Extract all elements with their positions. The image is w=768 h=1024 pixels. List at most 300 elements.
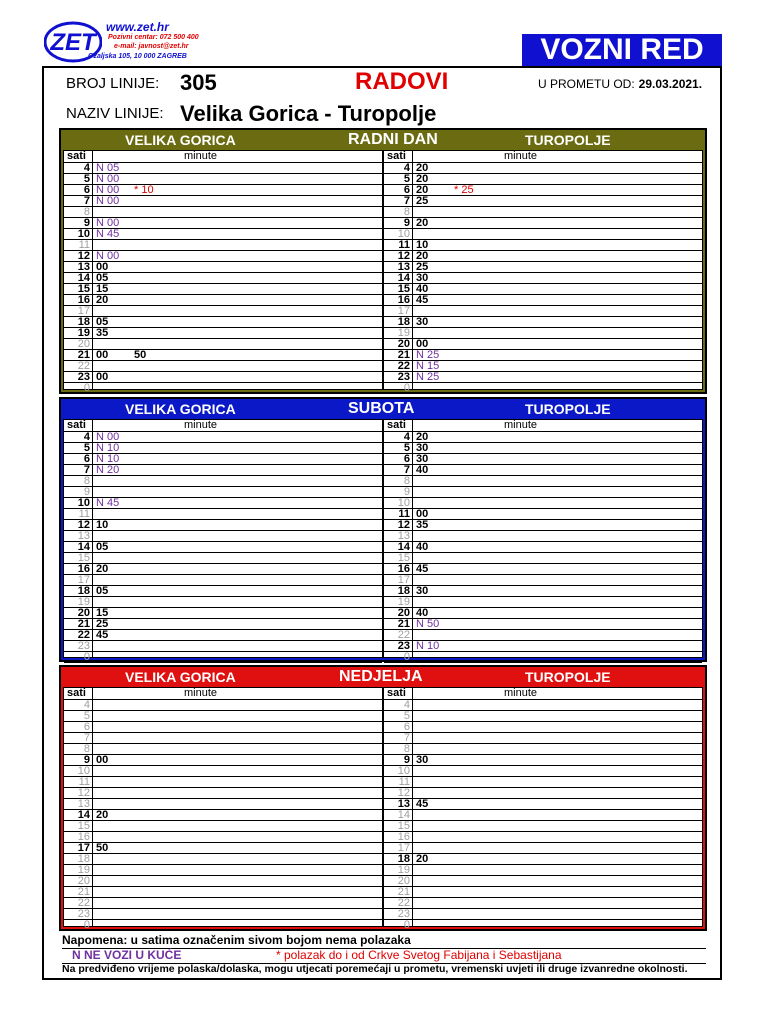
- hour-row: [64, 876, 382, 887]
- hour-row: [64, 865, 382, 876]
- hour-cell: 11: [78, 776, 90, 788]
- hour-cell: 20: [77, 875, 90, 887]
- hour-cell: 18: [397, 316, 410, 328]
- hour-row: [384, 597, 702, 608]
- departure-minute: 45: [416, 798, 429, 810]
- hour-cell: 19: [77, 327, 90, 339]
- minutes-cell: [416, 854, 454, 865]
- departure-minute: 20: [416, 217, 429, 229]
- departure-minute: 45: [96, 629, 109, 641]
- hour-cell: 8: [403, 743, 410, 755]
- hour-row: [384, 733, 702, 744]
- departure-minute: 30: [416, 754, 429, 766]
- hour-cell: 12: [397, 519, 410, 531]
- right-timetable: [383, 687, 703, 931]
- hour-row: [384, 843, 702, 854]
- hour-cell: 11: [398, 776, 410, 788]
- left-station-title: VELIKA GORICA: [125, 669, 236, 685]
- left-timetable: [63, 150, 383, 394]
- hour-row: [384, 487, 702, 498]
- departure-minute: 45: [416, 563, 429, 575]
- hour-row: [384, 240, 702, 251]
- right-timetable: [383, 419, 703, 663]
- hour-row: [384, 251, 702, 262]
- departure-minute: 40: [416, 283, 429, 295]
- hour-cell: 14: [397, 809, 410, 821]
- departure-minute: 05: [96, 585, 109, 597]
- hour-cell: 0: [83, 919, 90, 931]
- hour-cell: 18: [397, 585, 410, 597]
- hour-cell: 22: [77, 629, 90, 641]
- hour-cell: 13: [77, 261, 90, 273]
- hour-cell: 13: [77, 798, 90, 810]
- hour-row: [384, 443, 702, 454]
- right-station-title: TUROPOLJE: [525, 669, 611, 685]
- hour-row: [384, 619, 702, 630]
- hour-row: [384, 509, 702, 520]
- minutes-cell: [96, 542, 134, 553]
- hour-row: [64, 920, 382, 931]
- departure-minute: 25: [416, 195, 429, 207]
- hour-row: [64, 711, 382, 722]
- hour-cell: 10: [397, 765, 410, 777]
- hour-cell: 18: [77, 316, 90, 328]
- hour-cell: 20: [397, 338, 410, 350]
- hour-row: [384, 383, 702, 394]
- minutes-cell: [416, 586, 454, 597]
- left-station-title: VELIKA GORICA: [125, 401, 236, 417]
- hour-cell: 14: [77, 809, 90, 821]
- hour-row: [64, 744, 382, 755]
- hour-cell: 18: [77, 853, 90, 865]
- hour-row: [64, 722, 382, 733]
- hour-row: [64, 196, 382, 207]
- departure-minute: 20: [96, 809, 109, 821]
- hour-cell: 6: [403, 184, 410, 196]
- minutes-cell: [96, 755, 134, 766]
- valid-from-label: U PROMETU OD:: [538, 77, 635, 91]
- hour-cell: 17: [77, 842, 90, 854]
- hour-cell: 10: [397, 228, 410, 240]
- column-minutes: minute: [184, 687, 218, 699]
- hour-row: [64, 843, 382, 854]
- hour-cell: 13: [397, 530, 410, 542]
- hour-cell: 21: [77, 886, 90, 898]
- departure-minute: 50: [96, 842, 109, 854]
- hour-row: [384, 586, 702, 597]
- day-title: NEDJELJA: [339, 668, 423, 685]
- hour-row: [384, 711, 702, 722]
- minutes-cell: [416, 755, 454, 766]
- hour-row: [64, 229, 382, 240]
- minutes-cell: [96, 372, 134, 383]
- hour-row: [384, 317, 702, 328]
- hour-cell: 0: [403, 919, 410, 931]
- column-header: [384, 688, 702, 700]
- left-timetable: [63, 687, 383, 931]
- departure-minute: N 00: [96, 184, 120, 196]
- hour-row: [384, 454, 702, 465]
- hour-row: [384, 372, 702, 383]
- departure-minute: N 00: [96, 173, 120, 185]
- hour-cell: 12: [77, 787, 90, 799]
- hour-row: [384, 652, 702, 663]
- departure-minute: N 05: [96, 162, 120, 174]
- valid-from-date: 29.03.2021.: [638, 77, 703, 91]
- hour-row: [64, 273, 382, 284]
- hour-row: [384, 553, 702, 564]
- departure-minute: 20: [416, 173, 429, 185]
- hour-cell: 4: [83, 699, 90, 711]
- hour-row: [64, 619, 382, 630]
- minutes-cell: [96, 295, 134, 306]
- logo-call-center: Pozivni centar: 072 500 400: [108, 34, 199, 41]
- hour-row: [64, 498, 382, 509]
- column-minutes: minute: [184, 150, 218, 162]
- section-header: [61, 399, 705, 418]
- hour-row: [64, 284, 382, 295]
- hour-row: [64, 586, 382, 597]
- hour-cell: 9: [83, 486, 90, 498]
- hour-row: [64, 328, 382, 339]
- hour-row: [384, 328, 702, 339]
- departure-minute: * 10: [134, 184, 154, 196]
- hour-row: [64, 317, 382, 328]
- departure-minute: 50: [134, 349, 147, 361]
- hour-row: [384, 641, 702, 652]
- day-title: SUBOTA: [348, 400, 415, 417]
- departure-minute: N 10: [96, 442, 120, 454]
- hour-cell: 13: [397, 261, 410, 273]
- hour-cell: 6: [83, 721, 90, 733]
- minutes-cell: [416, 520, 454, 531]
- hour-row: [384, 498, 702, 509]
- departure-minute: 10: [96, 519, 109, 531]
- hour-row: [64, 597, 382, 608]
- departure-minute: 35: [96, 327, 109, 339]
- column-hours: sati: [67, 419, 86, 431]
- hour-row: [64, 542, 382, 553]
- hour-row: [64, 810, 382, 821]
- departure-minute: 00: [96, 754, 109, 766]
- departure-minute: 15: [96, 283, 109, 295]
- hour-cell: 8: [403, 475, 410, 487]
- hour-row: [384, 876, 702, 887]
- hour-row: [64, 553, 382, 564]
- hour-cell: 19: [77, 864, 90, 876]
- section-header: [61, 667, 705, 686]
- hour-row: [64, 575, 382, 586]
- hour-row: [384, 306, 702, 317]
- hour-cell: 4: [83, 162, 90, 174]
- minutes-cell: [416, 465, 454, 476]
- hour-cell: 0: [403, 651, 410, 663]
- departure-minute: 45: [416, 294, 429, 306]
- hour-row: [384, 920, 702, 931]
- hour-row: [64, 777, 382, 788]
- hour-cell: 18: [397, 853, 410, 865]
- hour-cell: 4: [83, 431, 90, 443]
- hour-row: [384, 295, 702, 306]
- departure-minute: 00: [96, 261, 109, 273]
- hour-cell: 23: [397, 640, 410, 652]
- hour-cell: 15: [77, 552, 90, 564]
- hour-cell: 18: [77, 585, 90, 597]
- departure-minute: N 50: [416, 618, 440, 630]
- departure-minute: 00: [416, 508, 429, 520]
- minutes-cell: [96, 196, 134, 207]
- hour-row: [64, 821, 382, 832]
- hour-cell: 11: [78, 239, 90, 251]
- hour-cell: 14: [397, 272, 410, 284]
- hour-row: [384, 788, 702, 799]
- column-minutes: minute: [504, 419, 538, 431]
- minutes-cell: [416, 542, 454, 553]
- hour-cell: 21: [397, 886, 410, 898]
- hour-row: [384, 854, 702, 865]
- hour-cell: 16: [397, 563, 410, 575]
- hour-cell: 12: [77, 250, 90, 262]
- hour-row: [384, 799, 702, 810]
- section-subota: [59, 397, 707, 662]
- hour-row: [64, 509, 382, 520]
- departure-minute: N 00: [96, 217, 120, 229]
- hour-cell: 6: [403, 453, 410, 465]
- hour-cell: 5: [83, 442, 90, 454]
- minutes-cell: [96, 520, 134, 531]
- departure-minute: 20: [416, 250, 429, 262]
- hour-cell: 4: [403, 431, 410, 443]
- hour-row: [384, 766, 702, 777]
- hour-cell: 23: [397, 371, 410, 383]
- departure-minute: 25: [96, 618, 109, 630]
- hour-row: [384, 476, 702, 487]
- departure-minute: 05: [96, 272, 109, 284]
- departure-minute: N 25: [416, 349, 440, 361]
- minutes-cell: [96, 498, 134, 509]
- hour-row: [64, 652, 382, 663]
- legend: [62, 948, 706, 964]
- departure-minute: 20: [416, 162, 429, 174]
- hour-row: [384, 542, 702, 553]
- left-timetable: [63, 419, 383, 663]
- hour-cell: 21: [77, 349, 90, 361]
- hour-cell: 16: [397, 294, 410, 306]
- departure-minute: N 00: [96, 431, 120, 443]
- hour-cell: 9: [403, 217, 410, 229]
- column-minutes: minute: [504, 687, 538, 699]
- hour-cell: 21: [397, 349, 410, 361]
- hour-row: [64, 262, 382, 273]
- hour-row: [384, 465, 702, 476]
- departure-minute: 30: [416, 272, 429, 284]
- hour-cell: 22: [397, 897, 410, 909]
- hour-row: [384, 777, 702, 788]
- hour-cell: 17: [77, 574, 90, 586]
- hour-row: [64, 909, 382, 920]
- line-name: Velika Gorica - Turopolje: [180, 101, 437, 126]
- hour-cell: 17: [397, 574, 410, 586]
- column-hours: sati: [387, 687, 406, 699]
- departure-minute: 25: [416, 261, 429, 273]
- hour-cell: 10: [77, 765, 90, 777]
- hour-cell: 6: [83, 184, 90, 196]
- minutes-cell: [96, 810, 134, 821]
- departure-minute: 35: [416, 519, 429, 531]
- hour-row: [64, 832, 382, 843]
- hour-row: [384, 273, 702, 284]
- departure-minute: 20: [96, 294, 109, 306]
- hour-row: [384, 575, 702, 586]
- hour-row: [64, 339, 382, 350]
- hour-row: [64, 733, 382, 744]
- section-header: [61, 130, 705, 149]
- departure-minute: N 20: [96, 464, 120, 476]
- departure-minute: 00: [416, 338, 429, 350]
- hour-row: [384, 909, 702, 920]
- minutes-cell: [96, 465, 134, 476]
- hour-row: [64, 898, 382, 909]
- hour-row: [64, 361, 382, 372]
- hour-row: [384, 229, 702, 240]
- hour-cell: 7: [83, 732, 90, 744]
- minutes-cell: [416, 564, 454, 575]
- minutes-cell: [96, 630, 134, 641]
- hour-cell: 13: [397, 798, 410, 810]
- right-station-title: TUROPOLJE: [525, 401, 611, 417]
- hour-cell: 9: [403, 486, 410, 498]
- departure-minute: N 45: [96, 228, 120, 240]
- column-minutes: minute: [504, 150, 538, 162]
- hour-cell: 0: [83, 382, 90, 394]
- status-roadworks: RADOVI: [355, 68, 449, 95]
- hour-cell: 9: [83, 217, 90, 229]
- hour-cell: 11: [398, 239, 410, 251]
- right-station-title: TUROPOLJE: [525, 132, 611, 148]
- hour-cell: 15: [397, 820, 410, 832]
- minutes-cell: [416, 619, 454, 630]
- hour-cell: 23: [397, 908, 410, 920]
- hour-cell: 12: [397, 787, 410, 799]
- hour-row: [384, 810, 702, 821]
- hour-row: [64, 630, 382, 641]
- hour-row: [384, 218, 702, 229]
- departure-minute: 05: [96, 316, 109, 328]
- hour-cell: 19: [397, 327, 410, 339]
- hour-row: [64, 350, 382, 361]
- hour-row: [64, 465, 382, 476]
- legend-n: N NE VOZI U KUĆE: [72, 948, 182, 962]
- departure-minute: 30: [416, 442, 429, 454]
- svg-text:ZET: ZET: [50, 29, 96, 56]
- hour-cell: 20: [77, 338, 90, 350]
- hour-cell: 17: [397, 305, 410, 317]
- departure-minute: 00: [96, 349, 109, 361]
- minutes-cell: [96, 350, 172, 361]
- hour-cell: 5: [403, 710, 410, 722]
- hour-cell: 16: [77, 831, 90, 843]
- hour-row: [384, 722, 702, 733]
- hour-cell: 19: [397, 864, 410, 876]
- hour-row: [64, 887, 382, 898]
- departure-minute: N 10: [96, 453, 120, 465]
- hour-cell: 6: [83, 453, 90, 465]
- note: Napomena: u satima označenim sivom bojom nema polazaka: [62, 933, 706, 949]
- hour-cell: 14: [77, 272, 90, 284]
- hour-row: [64, 788, 382, 799]
- hour-row: [384, 432, 702, 443]
- hour-row: [64, 608, 382, 619]
- departure-minute: 00: [96, 371, 109, 383]
- hour-cell: 17: [397, 842, 410, 854]
- minutes-cell: [416, 641, 454, 652]
- disclaimer: Na predviđeno vrijeme polaska/dolaska, mogu utjecati poremećaji u prometu, vremenski uvjeti ili druge izvanredne okolnosti.: [62, 963, 688, 975]
- hour-row: [64, 251, 382, 262]
- hour-cell: 9: [83, 754, 90, 766]
- column-hours: sati: [67, 687, 86, 699]
- hour-row: [384, 185, 702, 196]
- hour-cell: 5: [83, 710, 90, 722]
- hour-cell: 7: [403, 195, 410, 207]
- hour-row: [64, 766, 382, 777]
- hour-row: [64, 564, 382, 575]
- minutes-cell: [416, 218, 454, 229]
- departure-minute: 30: [416, 585, 429, 597]
- hour-row: [384, 700, 702, 711]
- hour-cell: 21: [397, 618, 410, 630]
- hour-cell: 8: [83, 206, 90, 218]
- hour-cell: 22: [397, 629, 410, 641]
- departure-minute: 30: [416, 453, 429, 465]
- hour-row: [384, 284, 702, 295]
- section-nedjelja: [59, 665, 707, 931]
- hour-cell: 23: [77, 371, 90, 383]
- column-header: [384, 420, 702, 432]
- hour-row: [384, 174, 702, 185]
- column-hours: sati: [387, 150, 406, 162]
- hour-cell: 0: [403, 382, 410, 394]
- hour-row: [384, 744, 702, 755]
- hour-cell: 20: [77, 607, 90, 619]
- departure-minute: N 00: [96, 195, 120, 207]
- hour-cell: 15: [77, 283, 90, 295]
- page-title: VOZNI RED: [522, 34, 722, 66]
- hour-row: [64, 700, 382, 711]
- departure-minute: N 45: [96, 497, 120, 509]
- hour-row: [384, 755, 702, 766]
- hour-row: [384, 887, 702, 898]
- minutes-cell: [96, 564, 134, 575]
- departure-minute: 30: [416, 316, 429, 328]
- hour-row: [64, 799, 382, 810]
- minutes-cell: [416, 799, 454, 810]
- departure-minute: 05: [96, 541, 109, 553]
- hour-row: [64, 531, 382, 542]
- hour-cell: 11: [78, 508, 90, 520]
- hour-cell: 22: [397, 360, 410, 372]
- hour-row: [384, 196, 702, 207]
- minutes-cell: [96, 586, 134, 597]
- column-header: [384, 151, 702, 163]
- hour-cell: 8: [403, 206, 410, 218]
- hour-cell: 12: [397, 250, 410, 262]
- hour-row: [384, 531, 702, 542]
- column-header: [64, 688, 382, 700]
- departure-minute: 20: [416, 853, 429, 865]
- hour-cell: 11: [398, 508, 410, 520]
- hour-row: [64, 641, 382, 652]
- column-hours: sati: [67, 150, 86, 162]
